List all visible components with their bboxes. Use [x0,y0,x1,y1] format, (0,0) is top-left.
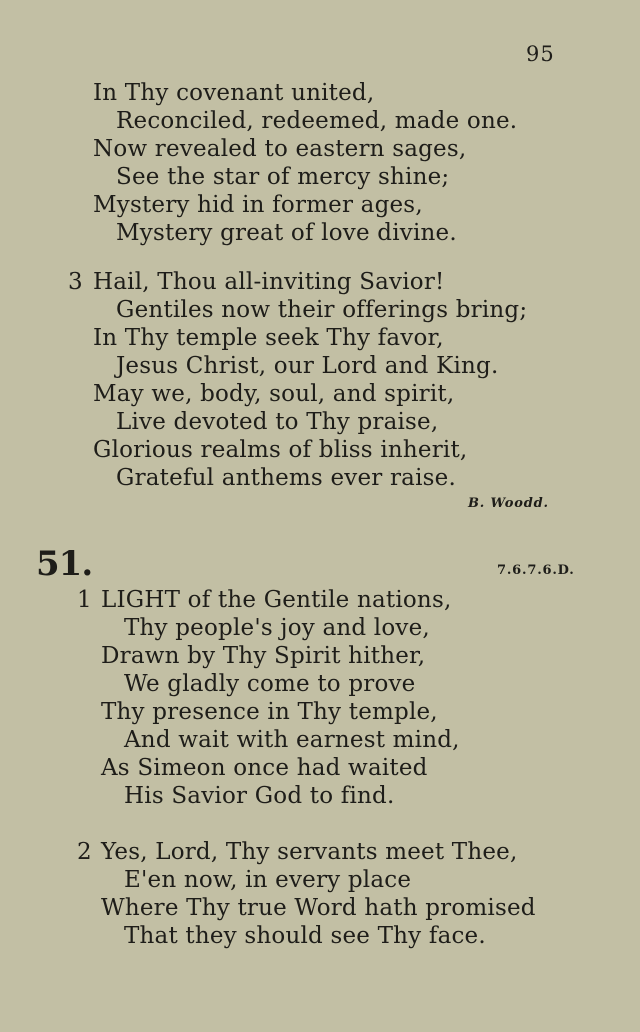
verse-line: Thy people's joy and love, [124,615,430,641]
verse-line: In Thy temple seek Thy favor, [93,325,444,351]
verse-line: That they should see Thy face. [124,923,486,949]
verse-line: Hail, Thou all-inviting Savior! [93,269,445,295]
author-attribution: B. Woodd. [468,496,549,511]
verse-number: 3 [68,269,83,295]
verse-line: Reconciled, redeemed, made one. [116,108,518,134]
verse-line: And wait with earnest mind, [124,727,460,753]
verse-line: E'en now, in every place [124,867,412,893]
verse-line: Yes, Lord, Thy servants meet Thee, [101,839,518,865]
verse-line: Live devoted to Thy praise, [116,409,439,435]
verse-line: Mystery hid in former ages, [93,192,423,218]
verse-line: In Thy covenant united, [93,80,375,106]
verse-line: LIGHT of the Gentile nations, [101,587,452,613]
verse-line: Glorious realms of bliss inherit, [93,437,468,463]
verse-line: Where Thy true Word hath promised [101,895,536,921]
verse-line: His Savior God to find. [124,783,395,809]
verse-line: Thy presence in Thy temple, [101,699,438,725]
verse-line: Grateful anthems ever raise. [116,465,456,491]
verse-number: 1 [77,587,92,613]
verse-line: Gentiles now their offerings bring; [116,297,528,323]
verse-line: Now revealed to eastern sages, [93,136,467,162]
verse-number: 2 [77,839,92,865]
hymn-number: 51. [36,544,93,584]
page-number: 95 [526,42,555,66]
verse-line: As Simeon once had waited [101,755,428,781]
verse-line: May we, body, soul, and spirit, [93,381,455,407]
verse-line: Jesus Christ, our Lord and King. [116,353,499,379]
hymn-meter: 7.6.7.6.D. [497,563,575,578]
verse-line: We gladly come to prove [124,671,416,697]
verse-line: Drawn by Thy Spirit hither, [101,643,426,669]
verse-line: See the star of mercy shine; [116,164,450,190]
verse-line: Mystery great of love divine. [116,220,457,246]
